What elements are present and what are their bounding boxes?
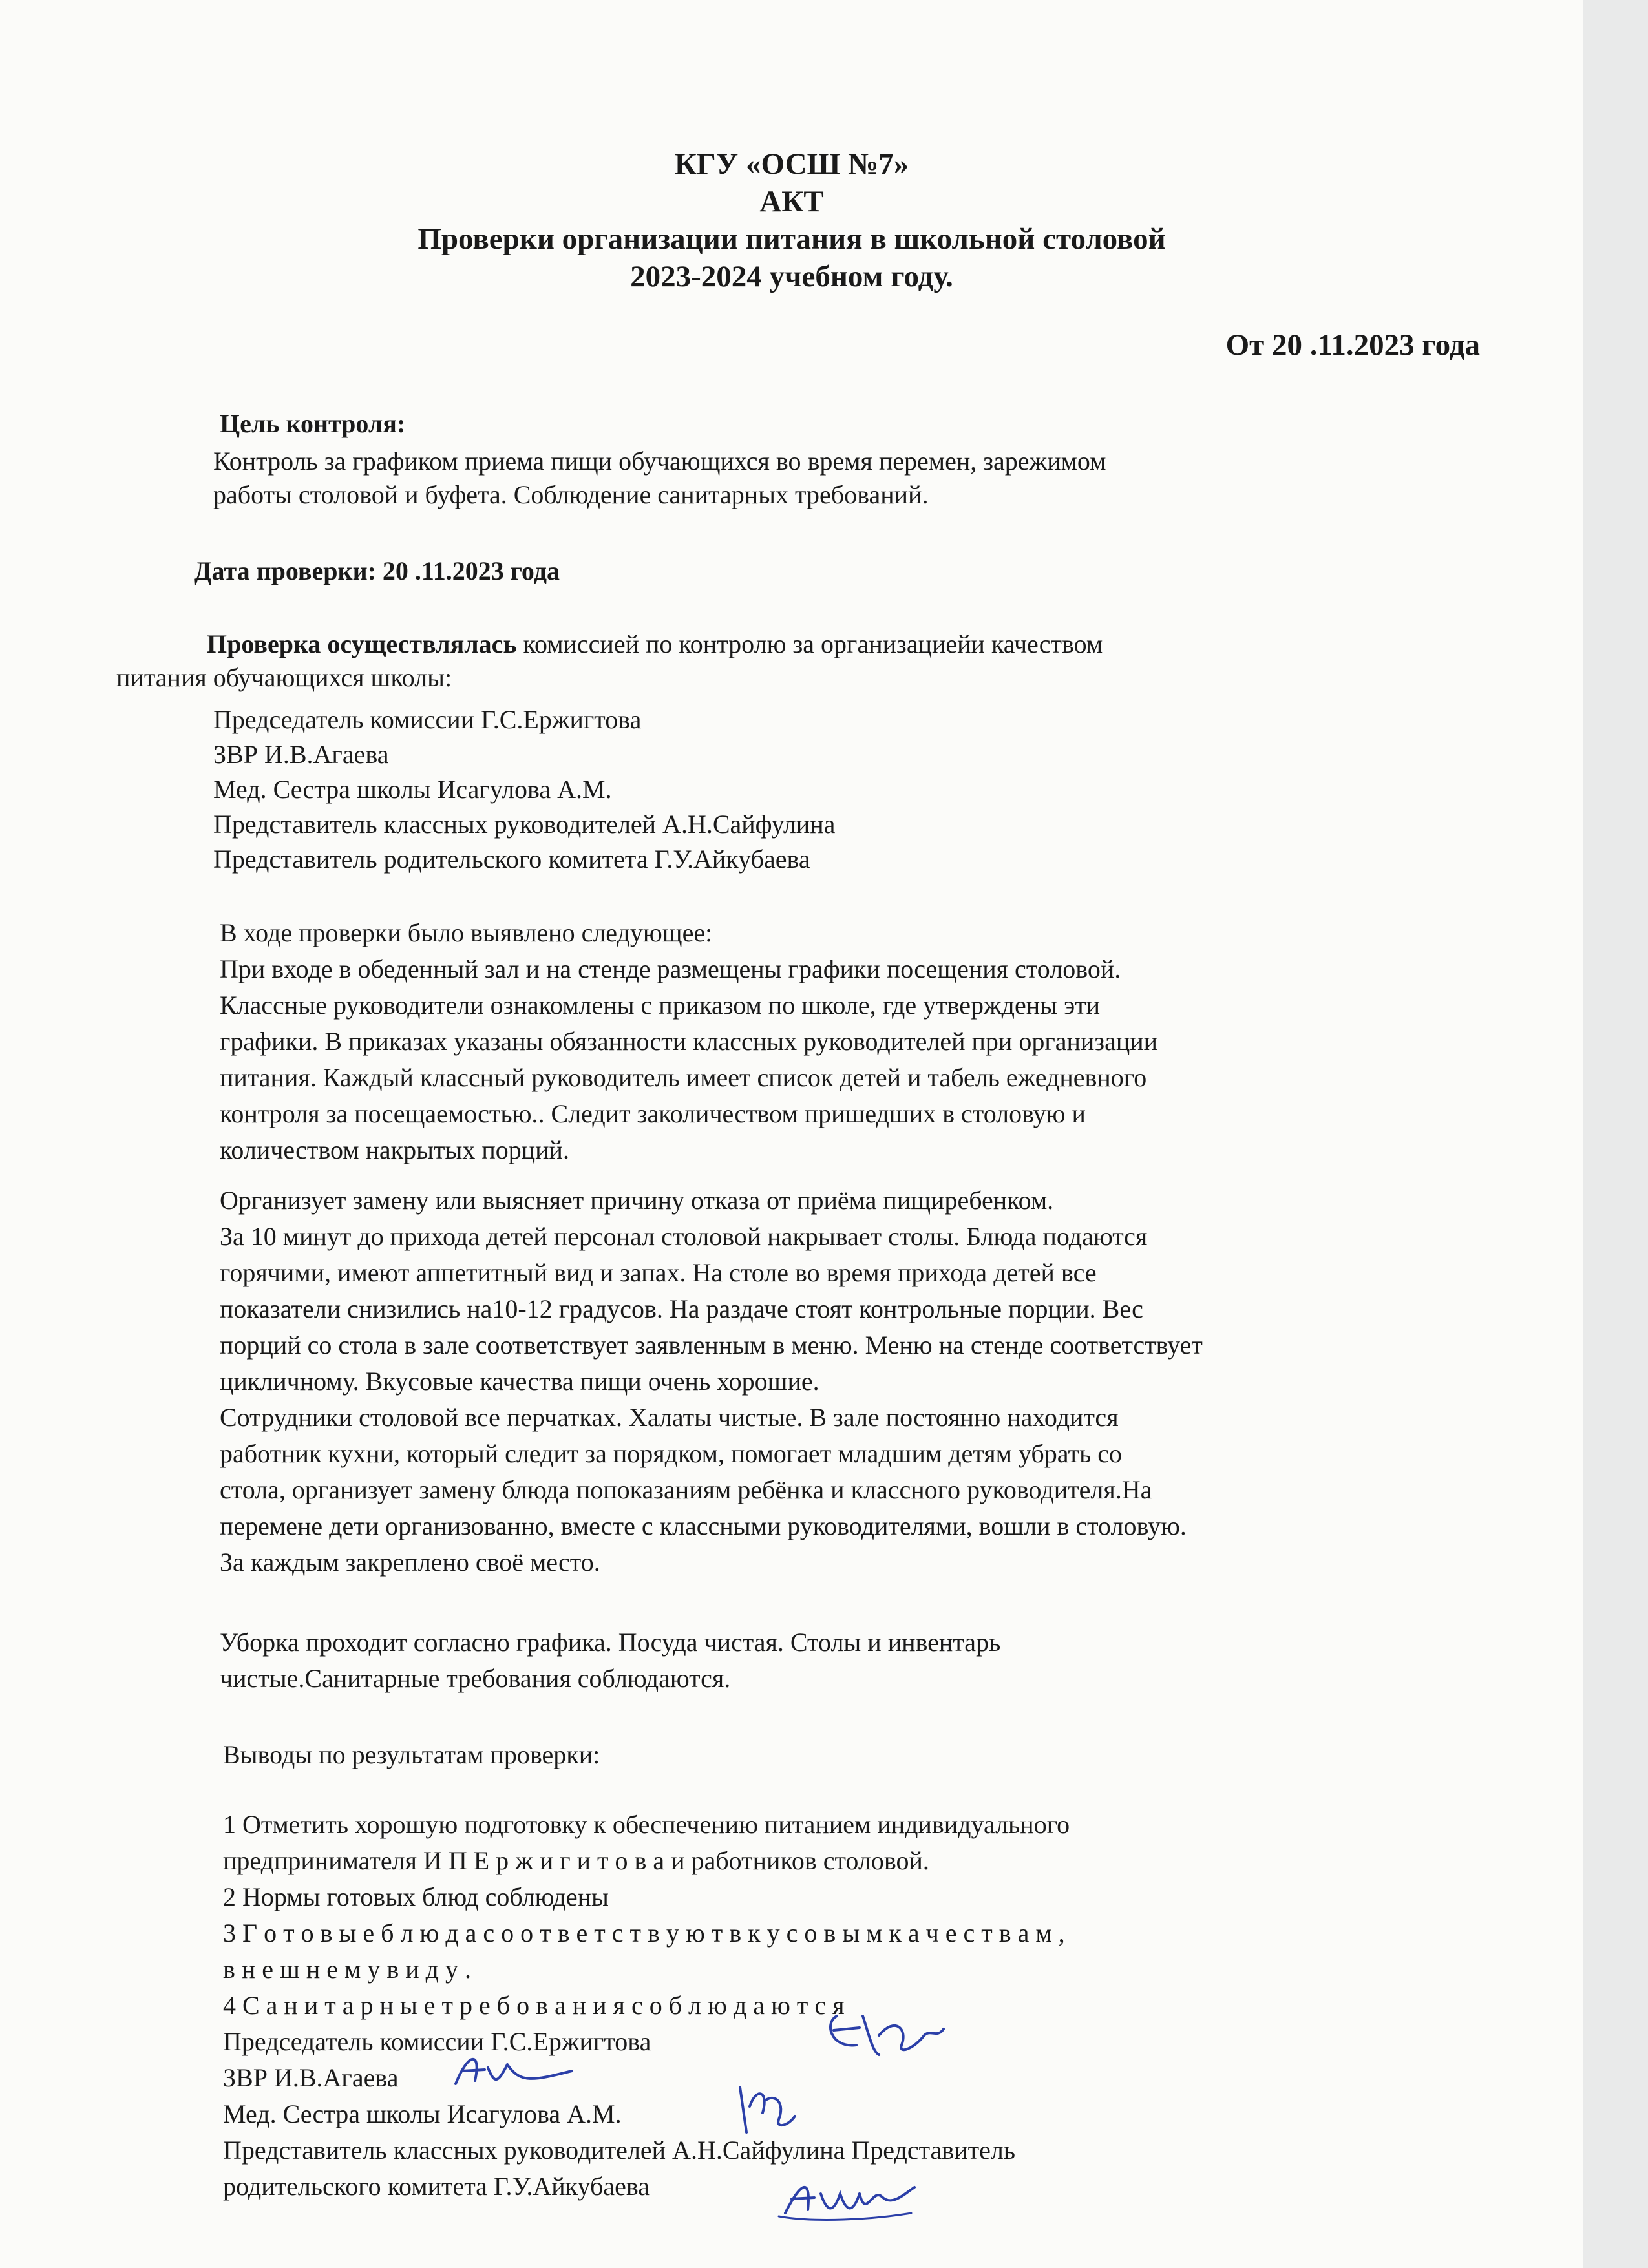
scan-background-edge [1583,0,1648,2268]
member-nurse: Мед. Сестра школы Исагулова А.М. [213,775,612,804]
findings-line: стола, организует замену блюда попоказаниям ребёнка и классного руководителя.На [220,1475,1152,1504]
findings-line: горячими, имеют аппетитный вид и запах. На столе во время прихода детей все [220,1258,1097,1287]
goal-label: Цель контроля: [220,409,406,438]
commission-intro [207,629,1103,659]
goal-line-1: Контроль за графиком приема пищи обучающихся во время перемен, зарежимом [213,446,1106,476]
conclusion-2: 2 Нормы готовых блюд соблюдены [223,1882,609,1911]
academic-year: 2023-2024 учебном году. [630,260,953,293]
document-subject: Проверки организации питания в школьной столовой [417,222,1166,256]
commission-label: Проверка осуществлялась [207,629,517,658]
document-date: От 20 .11.2023 года [1225,328,1480,362]
signature-line-parents-rep: родительского комитета Г.У.Айкубаева [223,2172,650,2201]
member-teachers-rep: Представитель классных руководителей А.Н.Сайфулина [213,810,836,839]
signature-line-teachers-rep: Представитель классных руководителей А.Н.Сайфулина Представитель [223,2136,1016,2165]
findings-line: питания. Каждый классный руководитель имеет список детей и табель ежедневного [220,1063,1147,1092]
member-deputy: ЗВР И.В.Агаева [213,740,389,769]
chair-signature-icon [811,1990,947,2068]
cleaning-line-2: чистые.Санитарные требования соблюдаются. [220,1664,731,1693]
member-chair: Председатель комиссии Г.С.Ержигтова [213,705,642,734]
findings-line: Классные руководители ознакомлены с приказом по школе, где утверждены эти [220,991,1101,1020]
findings-line: порций со стола в зале соответствует заявленным в меню. Меню на стенде соответствует [220,1330,1203,1360]
conclusion-1-part-a: предпринимателя [223,1846,423,1875]
signature-line-chair: Председатель комиссии Г.С.Ержигтова [223,2027,651,2056]
findings-line: Организует замену или выясняет причину отказа от приёма пищиребенком. [220,1186,1054,1215]
signature-line-nurse: Мед. Сестра школы Исагулова А.М. [223,2099,622,2128]
document-type: АКТ [759,185,824,218]
nurse-signature-icon [730,2074,801,2139]
conclusion-3-line-2: в н е ш н е м у в и д у . [223,1955,471,1984]
findings-line: В ходе проверки было выявлено следующее: [220,918,713,947]
conclusion-1-line-1: 1 Отметить хорошую подготовку к обеспечению питанием индивидуального [223,1810,1070,1839]
commission-intro-rest: комиссией по контролю за организациейи качеством [516,629,1103,658]
findings-line: показатели снизились на10-12 градусов. На раздаче стоят контрольные порции. Вес [220,1294,1143,1323]
conclusion-3-line-1: 3 Г о т о в ы е б л ю д а с о о т в е т с т в у ю т в к у с о в ы м к а ч е с т в а м , [223,1918,1065,1948]
cleaning-line-1: Уборка проходит согласно графика. Посуда чистая. Столы и инвентарь [220,1628,1001,1657]
document-header [0,145,1583,362]
findings-line: За каждым закреплено своё место. [220,1548,600,1577]
findings-line: При входе в обеденный зал и на стенде размещены графики посещения столовой. [220,954,1121,983]
findings-line: контроля за посещаемостью.. Следит заколичеством пришедших в столовую и [220,1099,1086,1128]
signature-line-deputy: ЗВР И.В.Агаева [223,2063,399,2092]
conclusion-1-part-c: работников столовой. [684,1846,929,1875]
findings-line: перемене дети организованно, вместе с классными руководителями, вошли в столовую. [220,1511,1187,1540]
conclusions-label: Выводы по результатам проверки: [223,1740,600,1769]
findings-line: Сотрудники столовой все перчатках. Халаты чистые. В зале постоянно находится [220,1403,1119,1432]
findings-line: графики. В приказах указаны обязанности классных руководителей при организации [220,1027,1158,1056]
organization-name: КГУ «ОСШ №7» [674,147,909,181]
findings-line: За 10 минут до прихода детей персонал столовой накрывает столы. Блюда подаются [220,1222,1148,1251]
deputy-signature-icon [449,2045,578,2097]
findings-line: работник кухни, который следит за порядком, помогает младшим детям убрать со [220,1439,1122,1468]
entrepreneur-name: И П Е р ж и г и т о в а и [423,1846,685,1875]
conclusion-4: 4 С а н и т а р н ы е т р е б о в а н и я с о б л ю д а ю т с я [223,1991,845,2020]
check-date: Дата проверки: 20 .11.2023 года [194,556,560,585]
findings-line: количеством накрытых порций. [220,1135,569,1164]
findings-line: цикличному. Вкусовые качества пищи очень хорошие. [220,1367,819,1396]
goal-line-2: работы столовой и буфета. Соблюдение санитарных требований. [213,480,929,509]
parents-rep-signature-icon [776,2168,918,2226]
commission-intro-line-2: питания обучающихся школы: [116,663,452,692]
member-parents-rep: Представитель родительского комитета Г.У.Айкубаева [213,845,810,874]
conclusion-1-line-2 [223,1845,929,1876]
